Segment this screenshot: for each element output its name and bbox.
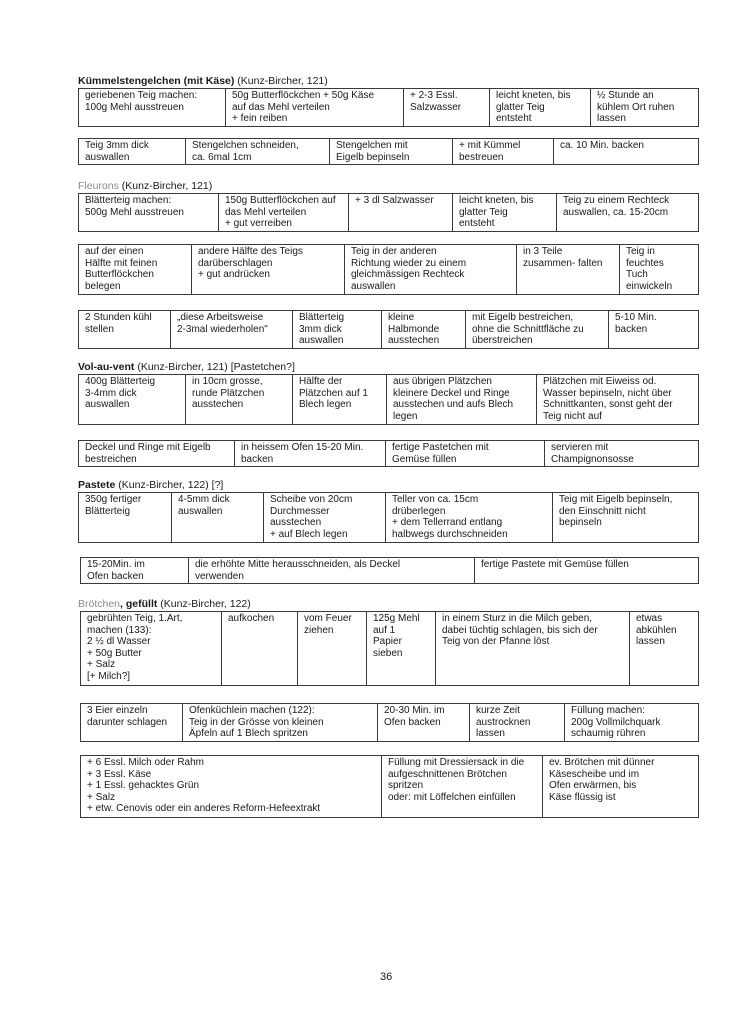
recipe-title-name: Vol-au-vent (78, 361, 135, 373)
step-cell: Blätterteig 3mm dick auswallen (293, 311, 382, 349)
recipe-title-qualifier: , gefüllt (120, 598, 158, 610)
step-cell: ½ Stunde an kühlem Ort ruhen lassen (591, 89, 699, 127)
step-cell: + 3 dl Salzwasser (349, 194, 453, 232)
step-cell: ca. 10 Min. backen (554, 139, 699, 165)
step-cell: kleine Halbmonde ausstechen (382, 311, 466, 349)
table-row (81, 704, 699, 742)
step-cell: Hälfte der Plätzchen auf 1 Blech legen (293, 375, 387, 425)
step-cell: Scheibe von 20cm Durchmesser ausstechen + auf Blech legen (264, 493, 386, 543)
step-cell: Teig in feuchtes Tuch einwickeln (620, 245, 699, 295)
step-cell: mit Eigelb bestreichen, ohne die Schnittfläche zu überstreichen (466, 311, 609, 349)
step-cell: „diese Arbeitsweise 2-3mal wiederholen" (171, 311, 293, 349)
recipe-title-name: Brötchen (78, 598, 121, 610)
recipe-title (78, 599, 251, 611)
table-row (79, 493, 699, 543)
table-row (81, 558, 699, 584)
recipe-title-source: (Kunz-Bircher, 121) (118, 180, 213, 192)
recipe-title (78, 181, 212, 193)
step-cell: Füllung machen: 200g Vollmilchquark schaumig rühren (565, 704, 699, 742)
step-cell: 4-5mm dick auswallen (172, 493, 264, 543)
table-row (79, 139, 699, 165)
table-row (79, 194, 699, 232)
recipe-title-name: Pastete (78, 479, 116, 491)
recipe-title-source: (Kunz-Bircher, 122) (157, 598, 251, 610)
step-cell: leicht kneten, bis glatter Teig entsteht (490, 89, 591, 127)
table-row (79, 441, 699, 467)
recipe-title-source: (Kunz-Bircher, 121) (234, 75, 328, 87)
recipe-steps-table (78, 440, 699, 467)
step-cell: Teig mit Eigelb bepinseln, den Einschnitt nicht bepinseln (553, 493, 699, 543)
step-cell: Plätzchen mit Eiweiss od. Wasser bepinseln, nicht über Schnittkanten, sonst geht der Teig nicht auf (537, 375, 699, 425)
step-cell: aus übrigen Plätzchen kleinere Deckel und Ringe ausstechen und aufs Blech legen (387, 375, 537, 425)
table-row (79, 245, 699, 295)
step-cell: 125g Mehl auf 1 Papier sieben (367, 612, 436, 686)
step-cell: 20-30 Min. im Ofen backen (378, 704, 470, 742)
step-cell: vom Feuer ziehen (298, 612, 367, 686)
step-cell: Füllung mit Dressiersack in die aufgeschnittenen Brötchen spritzen oder: mit Löffelchen einfüllen (382, 756, 543, 818)
table-row (81, 756, 699, 818)
step-cell: + 6 Essl. Milch oder Rahm + 3 Essl. Käse + 1 Essl. gehacktes Grün + Salz + etw. Cenovis oder ein anderes Reform-Hefeextrakt (81, 756, 382, 818)
step-cell: Ofenküchlein machen (122): Teig in der Grösse von kleinen Äpfeln auf 1 Blech spritzen (183, 704, 378, 742)
step-cell: fertige Pastetchen mit Gemüse füllen (386, 441, 545, 467)
step-cell: 150g Butterflöckchen auf das Mehl verteilen + gut verreiben (219, 194, 349, 232)
recipe-steps-table (80, 703, 699, 742)
step-cell: auf der einen Hälfte mit feinen Butterflöckchen belegen (79, 245, 192, 295)
step-cell: aufkochen (222, 612, 298, 686)
step-cell: Deckel und Ringe mit Eigelb bestreichen (79, 441, 235, 467)
step-cell: Teller von ca. 15cm drüberlegen + dem Tellerrand entlang halbwegs durchschneiden (386, 493, 553, 543)
step-cell: servieren mit Champignonsosse (545, 441, 699, 467)
step-cell: 350g fertiger Blätterteig (79, 493, 172, 543)
recipe-title (78, 480, 223, 492)
step-cell: 3 Eier einzeln darunter schlagen (81, 704, 183, 742)
recipe-title (78, 362, 295, 374)
table-row (79, 375, 699, 425)
step-cell: fertige Pastete mit Gemüse füllen (475, 558, 699, 584)
step-cell: leicht kneten, bis glatter Teig entsteht (453, 194, 557, 232)
step-cell: 5-10 Min. backen (609, 311, 699, 349)
recipe-steps-table (78, 492, 699, 543)
step-cell: geriebenen Teig machen: 100g Mehl ausstreuen (79, 89, 226, 127)
step-cell: 400g Blätterteig 3-4mm dick auswallen (79, 375, 186, 425)
recipe-title-source: (Kunz-Bircher, 121) [Pastetchen?] (134, 361, 295, 373)
step-cell: ev. Brötchen mit dünner Käsescheibe und im Ofen erwärmen, bis Käse flüssig ist (543, 756, 699, 818)
step-cell: andere Hälfte des Teigs darüberschlagen + gut andrücken (192, 245, 345, 295)
step-cell: 15-20Min. im Ofen backen (81, 558, 189, 584)
recipe-steps-table (78, 193, 699, 232)
table-row (79, 89, 699, 127)
recipe-title-name: Fleurons (78, 180, 119, 192)
step-cell: 2 Stunden kühl stellen (79, 311, 171, 349)
step-cell: die erhöhte Mitte herausschneiden, als Deckel verwenden (189, 558, 475, 584)
recipe-title-name: Kümmelstengelchen (mit Käse) (78, 75, 235, 87)
recipe-steps-table (80, 611, 699, 686)
recipe-steps-table (78, 88, 699, 127)
step-cell: in 10cm grosse, runde Plätzchen ausstechen (186, 375, 293, 425)
step-cell: + mit Kümmel bestreuen (453, 139, 554, 165)
recipe-steps-table (78, 244, 699, 295)
step-cell: Blätterteig machen: 500g Mehl ausstreuen (79, 194, 219, 232)
step-cell: etwas abkühlen lassen (630, 612, 699, 686)
recipe-title-source: (Kunz-Bircher, 122) [?] (115, 479, 224, 491)
step-cell: in 3 Teile zusammen- falten (517, 245, 620, 295)
step-cell: Teig 3mm dick auswallen (79, 139, 186, 165)
step-cell: Teig zu einem Rechteck auswallen, ca. 15-20cm (557, 194, 699, 232)
step-cell: Teig in der anderen Richtung wieder zu einem gleichmässigen Rechteck auswallen (345, 245, 517, 295)
step-cell: in einem Sturz in die Milch geben, dabei tüchtig schlagen, bis sich der Teig von der Pfanne löst (436, 612, 630, 686)
recipe-steps-table (78, 374, 699, 425)
recipe-steps-table (80, 755, 699, 818)
page-number: 36 (380, 971, 393, 983)
recipe-steps-table (78, 310, 699, 349)
step-cell: gebrühten Teig, 1.Art, machen (133): 2 ½ dl Wasser + 50g Butter + Salz [+ Milch?] (81, 612, 222, 686)
step-cell: Stengelchen schneiden, ca. 6mal 1cm (186, 139, 330, 165)
table-row (79, 311, 699, 349)
step-cell: 50g Butterflöckchen + 50g Käse auf das Mehl verteilen + fein reiben (226, 89, 404, 127)
recipe-steps-table (78, 138, 699, 165)
step-cell: kurze Zeit austrocknen lassen (470, 704, 565, 742)
step-cell: Stengelchen mit Eigelb bepinseln (330, 139, 453, 165)
recipe-title (78, 76, 328, 88)
step-cell: + 2-3 Essl. Salzwasser (404, 89, 490, 127)
step-cell: in heissem Ofen 15-20 Min. backen (235, 441, 386, 467)
recipe-steps-table (80, 557, 699, 584)
table-row (81, 612, 699, 686)
